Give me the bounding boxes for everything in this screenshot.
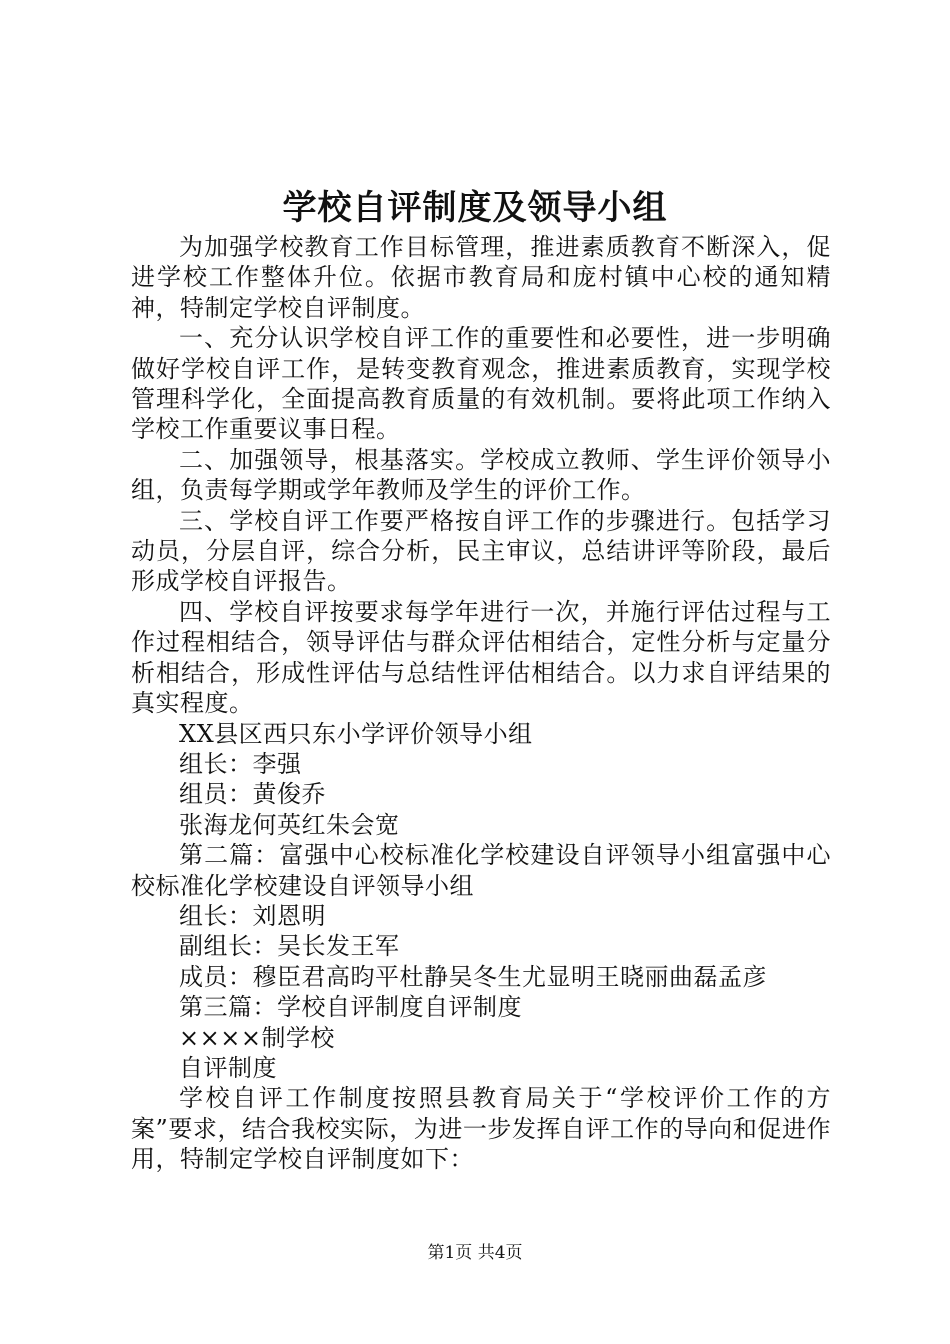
- document-body: [131, 232, 831, 1175]
- paragraph-part-3-body: 学校自评工作制度按照县教育局关于“学校评价工作的方案”要求，结合我校实际，为进一步发挥自评工作的导向和促进作用，特制定学校自评制度如下：: [131, 1084, 831, 1174]
- paragraph-group-member: 组员：黄俊乔: [179, 780, 326, 809]
- paragraph-part-3-subtitle: 自评制度: [179, 1053, 277, 1082]
- paragraph-part-3-heading: 第三篇：学校自评制度自评制度: [179, 993, 522, 1022]
- paragraph-section-2: 二、加强领导，根基落实。学校成立教师、学生评价领导小组，负责每学期或学年教师及学生的评价工作。: [131, 445, 831, 505]
- paragraph-group-leader: 组长：李强: [179, 749, 302, 778]
- paragraph-section-3: 三、学校自评工作要严格按自评工作的步骤进行。包括学习动员，分层自评，综合分析，民主审议，总结讲评等阶段，最后形成学校自评报告。: [131, 506, 831, 596]
- paragraph-part-3-school: ××××制学校: [179, 1023, 335, 1052]
- page-footer: 第1页 共4页: [427, 1243, 523, 1263]
- paragraph-part-2-leader: 组长：刘恩明: [179, 901, 326, 930]
- paragraph-group-members-more: 张海龙何英红朱会宽: [179, 810, 400, 839]
- paragraph-group-name: XX县区西只东小学评价领导小组: [179, 719, 533, 748]
- paragraph-intro: 为加强学校教育工作目标管理，推进素质教育不断深入，促进学校工作整体升位。依据市教育局和庞村镇中心校的通知精神，特制定学校自评制度。: [131, 233, 831, 322]
- paragraph-part-2-deputy: 副组长：吴长发王军: [179, 932, 400, 961]
- paragraph-part-2-heading: 第二篇：富强中心校标准化学校建设自评领导小组富强中心校标准化学校建设自评领导小组: [131, 841, 831, 900]
- paragraph-part-2-members: 成员：穆臣君高昀平杜静吴冬生尤显明王晓丽曲磊孟彦: [179, 962, 767, 991]
- paragraph-section-1: 一、充分认识学校自评工作的重要性和必要性，进一步明确做好学校自评工作，是转变教育观念，推进素质教育，实现学校管理科学化，全面提高教育质量的有效机制。要将此项工作纳入学校工作重要议事日程。: [131, 324, 831, 444]
- paragraph-section-4: 四、学校自评按要求每学年进行一次，并施行评估过程与工作过程相结合，领导评估与群众评估相结合，定性分析与定量分析相结合，形成性评估与总结性评估相结合。以力求自评结果的真实程度。: [131, 597, 831, 718]
- document-title: 学校自评制度及领导小组: [282, 188, 668, 228]
